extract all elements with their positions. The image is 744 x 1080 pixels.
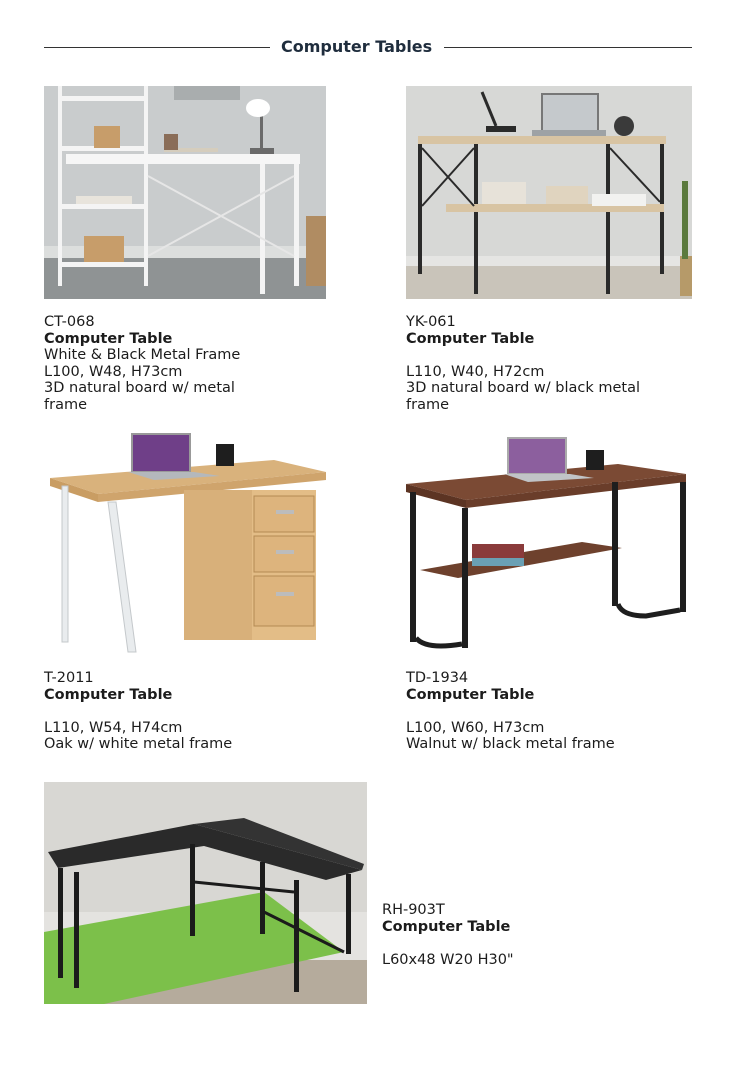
product-image-yk-061	[406, 86, 692, 299]
product-detail: Walnut w/ black metal frame	[406, 736, 615, 752]
product-detail: L60x48 W20 H30"	[382, 951, 514, 968]
section-title: Computer Tables	[281, 37, 433, 56]
product-info-yk-061	[406, 314, 640, 413]
header-rule-right	[444, 47, 692, 48]
product-code: T-2011	[44, 670, 94, 686]
product-detail: L110, W40, H72cm	[406, 363, 545, 380]
product-detail: L110, W54, H74cm	[44, 719, 183, 736]
header-rule-left	[44, 47, 270, 48]
product-detail: 3D natural board w/ black metal	[406, 380, 641, 396]
product-image-t-2011	[44, 430, 326, 658]
product-image-ct-068	[44, 86, 326, 299]
product-name: Computer Table	[406, 330, 535, 347]
product-name: Computer Table	[382, 918, 511, 935]
product-detail: L100, W60, H73cm	[406, 719, 545, 736]
product-code: CT-068	[44, 314, 95, 330]
product-code: TD-1934	[406, 670, 469, 686]
product-name: Computer Table	[406, 686, 535, 703]
product-detail: L100, W48, H73cm	[44, 363, 183, 380]
product-detail: White & Black Metal Frame	[44, 347, 241, 363]
product-info-ct-068	[44, 314, 240, 413]
product-detail: 3D natural board w/ metal	[44, 380, 235, 396]
product-code: YK-061	[406, 314, 456, 330]
product-image-td-1934	[406, 430, 692, 652]
section-header	[44, 36, 692, 58]
product-detail: Oak w/ white metal frame	[44, 736, 233, 752]
product-code: RH-903T	[382, 902, 445, 918]
product-name: Computer Table	[44, 330, 173, 347]
product-info-rh-903t	[382, 902, 514, 968]
product-detail: frame	[406, 396, 449, 413]
product-image-rh-903t	[44, 782, 367, 1004]
product-name: Computer Table	[44, 686, 173, 703]
product-detail: frame	[44, 396, 87, 413]
product-info-td-1934	[406, 670, 615, 753]
product-info-t-2011	[44, 670, 232, 753]
